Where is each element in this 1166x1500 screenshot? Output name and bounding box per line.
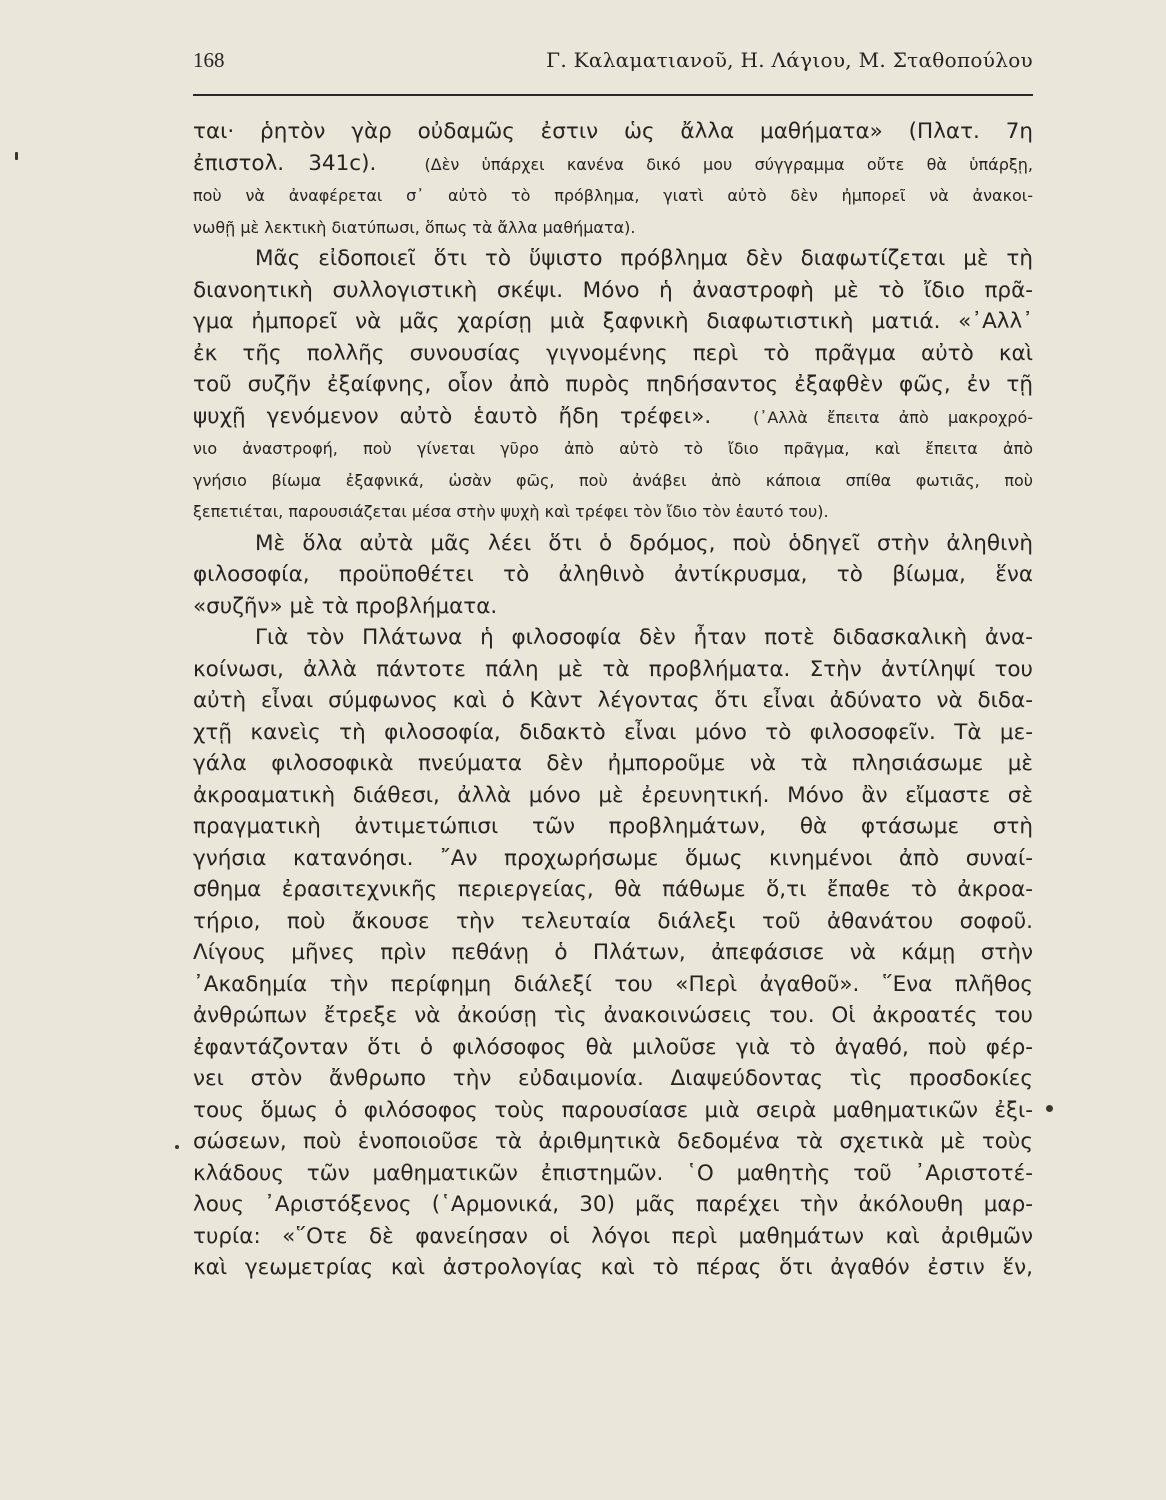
text-line: γνήσια κατανόησι. ῎Αν προχωρήσωμε ὅμως κινημένοι ἀπὸ συναί- bbox=[193, 845, 1033, 871]
text-line: ἀνθρώπων ἔτρεξε νὰ ἀκούσῃ τὶς ἀνακοινώσεις του. Οἱ ἀκροατές του bbox=[193, 1003, 1033, 1028]
translation-line: γνήσιο βίωμα ἐξαφνικά, ὡσὰν φῶς, ποὺ ἀνάβει ἀπὸ κάποια σπίθα φωτιᾶς, ποὺ bbox=[193, 470, 1033, 490]
text-line: πραγματικὴ ἀντιμετώπισι τῶν προβλημάτων, θὰ φτάσωμε στὴ bbox=[193, 814, 1033, 839]
text-line: ἐκ τῆς πολλῆς συνουσίας γιγνομένης περὶ τὸ πρᾶγμα αὐτὸ καὶ bbox=[193, 340, 1033, 366]
text-line: χτῇ κανεὶς τὴ φιλοσοφία, διδακτὸ εἶναι μόνο τὸ φιλοσοφεῖν. Τὰ με- bbox=[193, 719, 1033, 745]
translation-inline: (᾿Αλλὰ ἔπειτα ἀπὸ μακροχρό- bbox=[753, 407, 1034, 427]
text-line: νει στὸν ἄνθρωπο τὴν εὐδαιμονία. Διαψεύδοντας τὶς προσδοκίες bbox=[193, 1066, 1033, 1091]
text-line: τήριο, ποὺ ἄκουσε τὴν τελευταία διάλεξι τοῦ ἀθανάτου σοφοῦ. bbox=[193, 908, 1033, 934]
text-line: κλάδους τῶν μαθηματικῶν ἐπιστημῶν. ῾Ο μαθητὴς τοῦ ᾿Αριστοτέ- bbox=[193, 1160, 1033, 1186]
text-line: λους ᾿Αριστόξενος (῾Αρμονικά, 30) μᾶς παρέχει τὴν ἀκόλουθη μαρ- bbox=[193, 1192, 1033, 1217]
text-line: διανοητικὴ συλλογιστικὴ σκέψι. Μόνο ἡ ἀναστροφὴ μὲ τὸ ἴδιο πρᾶ- bbox=[193, 277, 1033, 303]
text-line: ἀκροαματικὴ διάθεσι, ἀλλὰ μόνο μὲ ἐρευνητική. Μόνο ἂν εἴμαστε σὲ bbox=[193, 782, 1033, 808]
text-line: ἐφαντάζονταν ὅτι ὁ φιλόσοφος θὰ μιλοῦσε γιὰ τὸ ἀγαθό, ποὺ φέρ- bbox=[193, 1034, 1033, 1060]
translation-line: ποὺ νὰ ἀναφέρεται σ᾿ αὐτὸ τὸ πρόβλημα, γιατὶ αὐτὸ δὲν ἠμπορεῖ νὰ ἀνακοι- bbox=[193, 186, 1033, 205]
translation-line: ξεπετιέται, παρουσιάζεται μέσα στὴν ψυχὴ καὶ τρέφει τὸν ἴδιο τὸν ἑαυτό του). bbox=[193, 502, 829, 521]
text-line: αὐτὴ εἶναι σύμφωνος καὶ ὁ Κὰντ λέγοντας ὅτι εἶναι ἀδύνατο νὰ διδα- bbox=[193, 688, 1033, 713]
text-line: τους ὅμως ὁ φιλόσοφος τοὺς παρουσίασε μιὰ σειρὰ μαθηματικῶν ἐξι- bbox=[193, 1097, 1033, 1123]
quote-end: ψυχῇ γενόμενον αὐτὸ ἑαυτὸ ἤδη τρέφει». bbox=[193, 403, 712, 429]
text-line: σθημα ἐρασιτεχνικῆς περιεργείας, θὰ πάθωμε ὅ,τι ἔπαθε τὸ ἀκροα- bbox=[193, 877, 1033, 902]
text-line: ται· ῥητὸν γὰρ οὐδαμῶς ἐστιν ὡς ἄλλα μαθήματα» (Πλατ. 7η bbox=[193, 119, 1033, 144]
text-line-content: Μὲ ὅλα αὐτὰ μᾶς λέει ὅτι ὁ δρόμος, ποὺ ὁδηγεῖ στὴν ἀληθινὴ bbox=[255, 530, 1033, 556]
translation-line: νωθῇ μὲ λεκτικὴ διατύπωσι, ὅπως τὰ ἄλλα μαθήματα). bbox=[193, 217, 636, 237]
margin-mark-right bbox=[1046, 1105, 1053, 1112]
text-line: ᾿Ακαδημία τὴν περίφημη διάλεξί του «Περὶ ἀγαθοῦ». ῞Ενα πλῆθος bbox=[193, 971, 1033, 997]
body-text bbox=[193, 116, 1033, 1284]
text-line bbox=[193, 148, 1033, 181]
text-line: «συζῆν» μὲ τὰ προβλήματα. bbox=[193, 593, 498, 619]
text-line: φιλοσοφία, προϋποθέτει τὸ ἀληθινὸ ἀντίκρυσμα, τὸ βίωμα, ἕνα bbox=[193, 562, 1033, 587]
text-line bbox=[193, 243, 1033, 275]
text-line bbox=[193, 528, 1033, 560]
text-line: κοίνωσι, ἀλλὰ πάντοτε πάλη μὲ τὰ προβλήματα. Στὴν ἀντίληψί του bbox=[193, 656, 1033, 682]
text-line: Λίγους μῆνες πρὶν πεθάνῃ ὁ Πλάτων, ἀπεφάσισε νὰ κάμῃ στὴν bbox=[193, 940, 1033, 965]
translation-line: νιο ἀναστροφή, ποὺ γίνεται γῦρο ἀπὸ αὐτὸ τὸ ἴδιο πρᾶγμα, καὶ ἔπειτα ἀπὸ bbox=[193, 439, 1033, 458]
text-line: τοῦ συζῆν ἐξαίφνης, οἷον ἀπὸ πυρὸς πηδήσαντος ἐξαφθὲν φῶς, ἐν τῇ bbox=[193, 372, 1033, 397]
text-line-content: Γιὰ τὸν Πλάτωνα ἡ φιλοσοφία δὲν ἦταν ποτὲ διδασκαλικὴ ἀνα- bbox=[255, 625, 1033, 650]
text-line: γάλα φιλοσοφικὰ πνεύματα δὲν ἠμποροῦμε νὰ τὰ πλησιάσωμε μὲ bbox=[193, 751, 1033, 776]
page-number: 168 bbox=[193, 48, 225, 72]
text-line: σώσεων, ποὺ ἑνοποιοῦσε τὰ ἀριθμητικὰ δεδομένα τὰ σχετικὰ μὲ τοὺς bbox=[193, 1129, 1033, 1154]
translation-inline: (Δὲν ὑπάρχει κανένα δικό μου σύγγραμμα οὔτε θὰ ὑπάρξῃ, bbox=[424, 154, 1034, 174]
citation: ἐπιστολ. 341c). bbox=[193, 150, 377, 176]
text-line-content: Μᾶς εἰδοποιεῖ ὅτι τὸ ὕψιστο πρόβλημα δὲν διαφωτίζεται μὲ τὴ bbox=[255, 246, 1033, 271]
header-rule bbox=[193, 94, 1033, 96]
text-line: τυρία: «῞Οτε δὲ φανείησαν οἱ λόγοι περὶ μαθημάτων καὶ ἀριθμῶν bbox=[193, 1223, 1033, 1249]
margin-mark-small bbox=[175, 1145, 179, 1149]
margin-mark-left bbox=[15, 152, 18, 160]
text-line: γμα ἠμπορεῖ νὰ μᾶς χαρίσῃ μιὰ ξαφνικὴ διαφωτιστικὴ ματιά. «᾿Αλλ᾿ bbox=[193, 309, 1033, 334]
running-header bbox=[193, 48, 1033, 73]
text-line bbox=[193, 622, 1033, 654]
text-line: καὶ γεωμετρίας καὶ ἀστρολογίας καὶ τὸ πέρας ὅτι ἀγαθόν ἐστιν ἕν, bbox=[193, 1255, 1033, 1280]
text-line bbox=[193, 401, 1033, 434]
running-title: Γ. Καλαματιανοῦ, Η. Λάγιου, Μ. Σταθοπούλου bbox=[546, 48, 1033, 72]
